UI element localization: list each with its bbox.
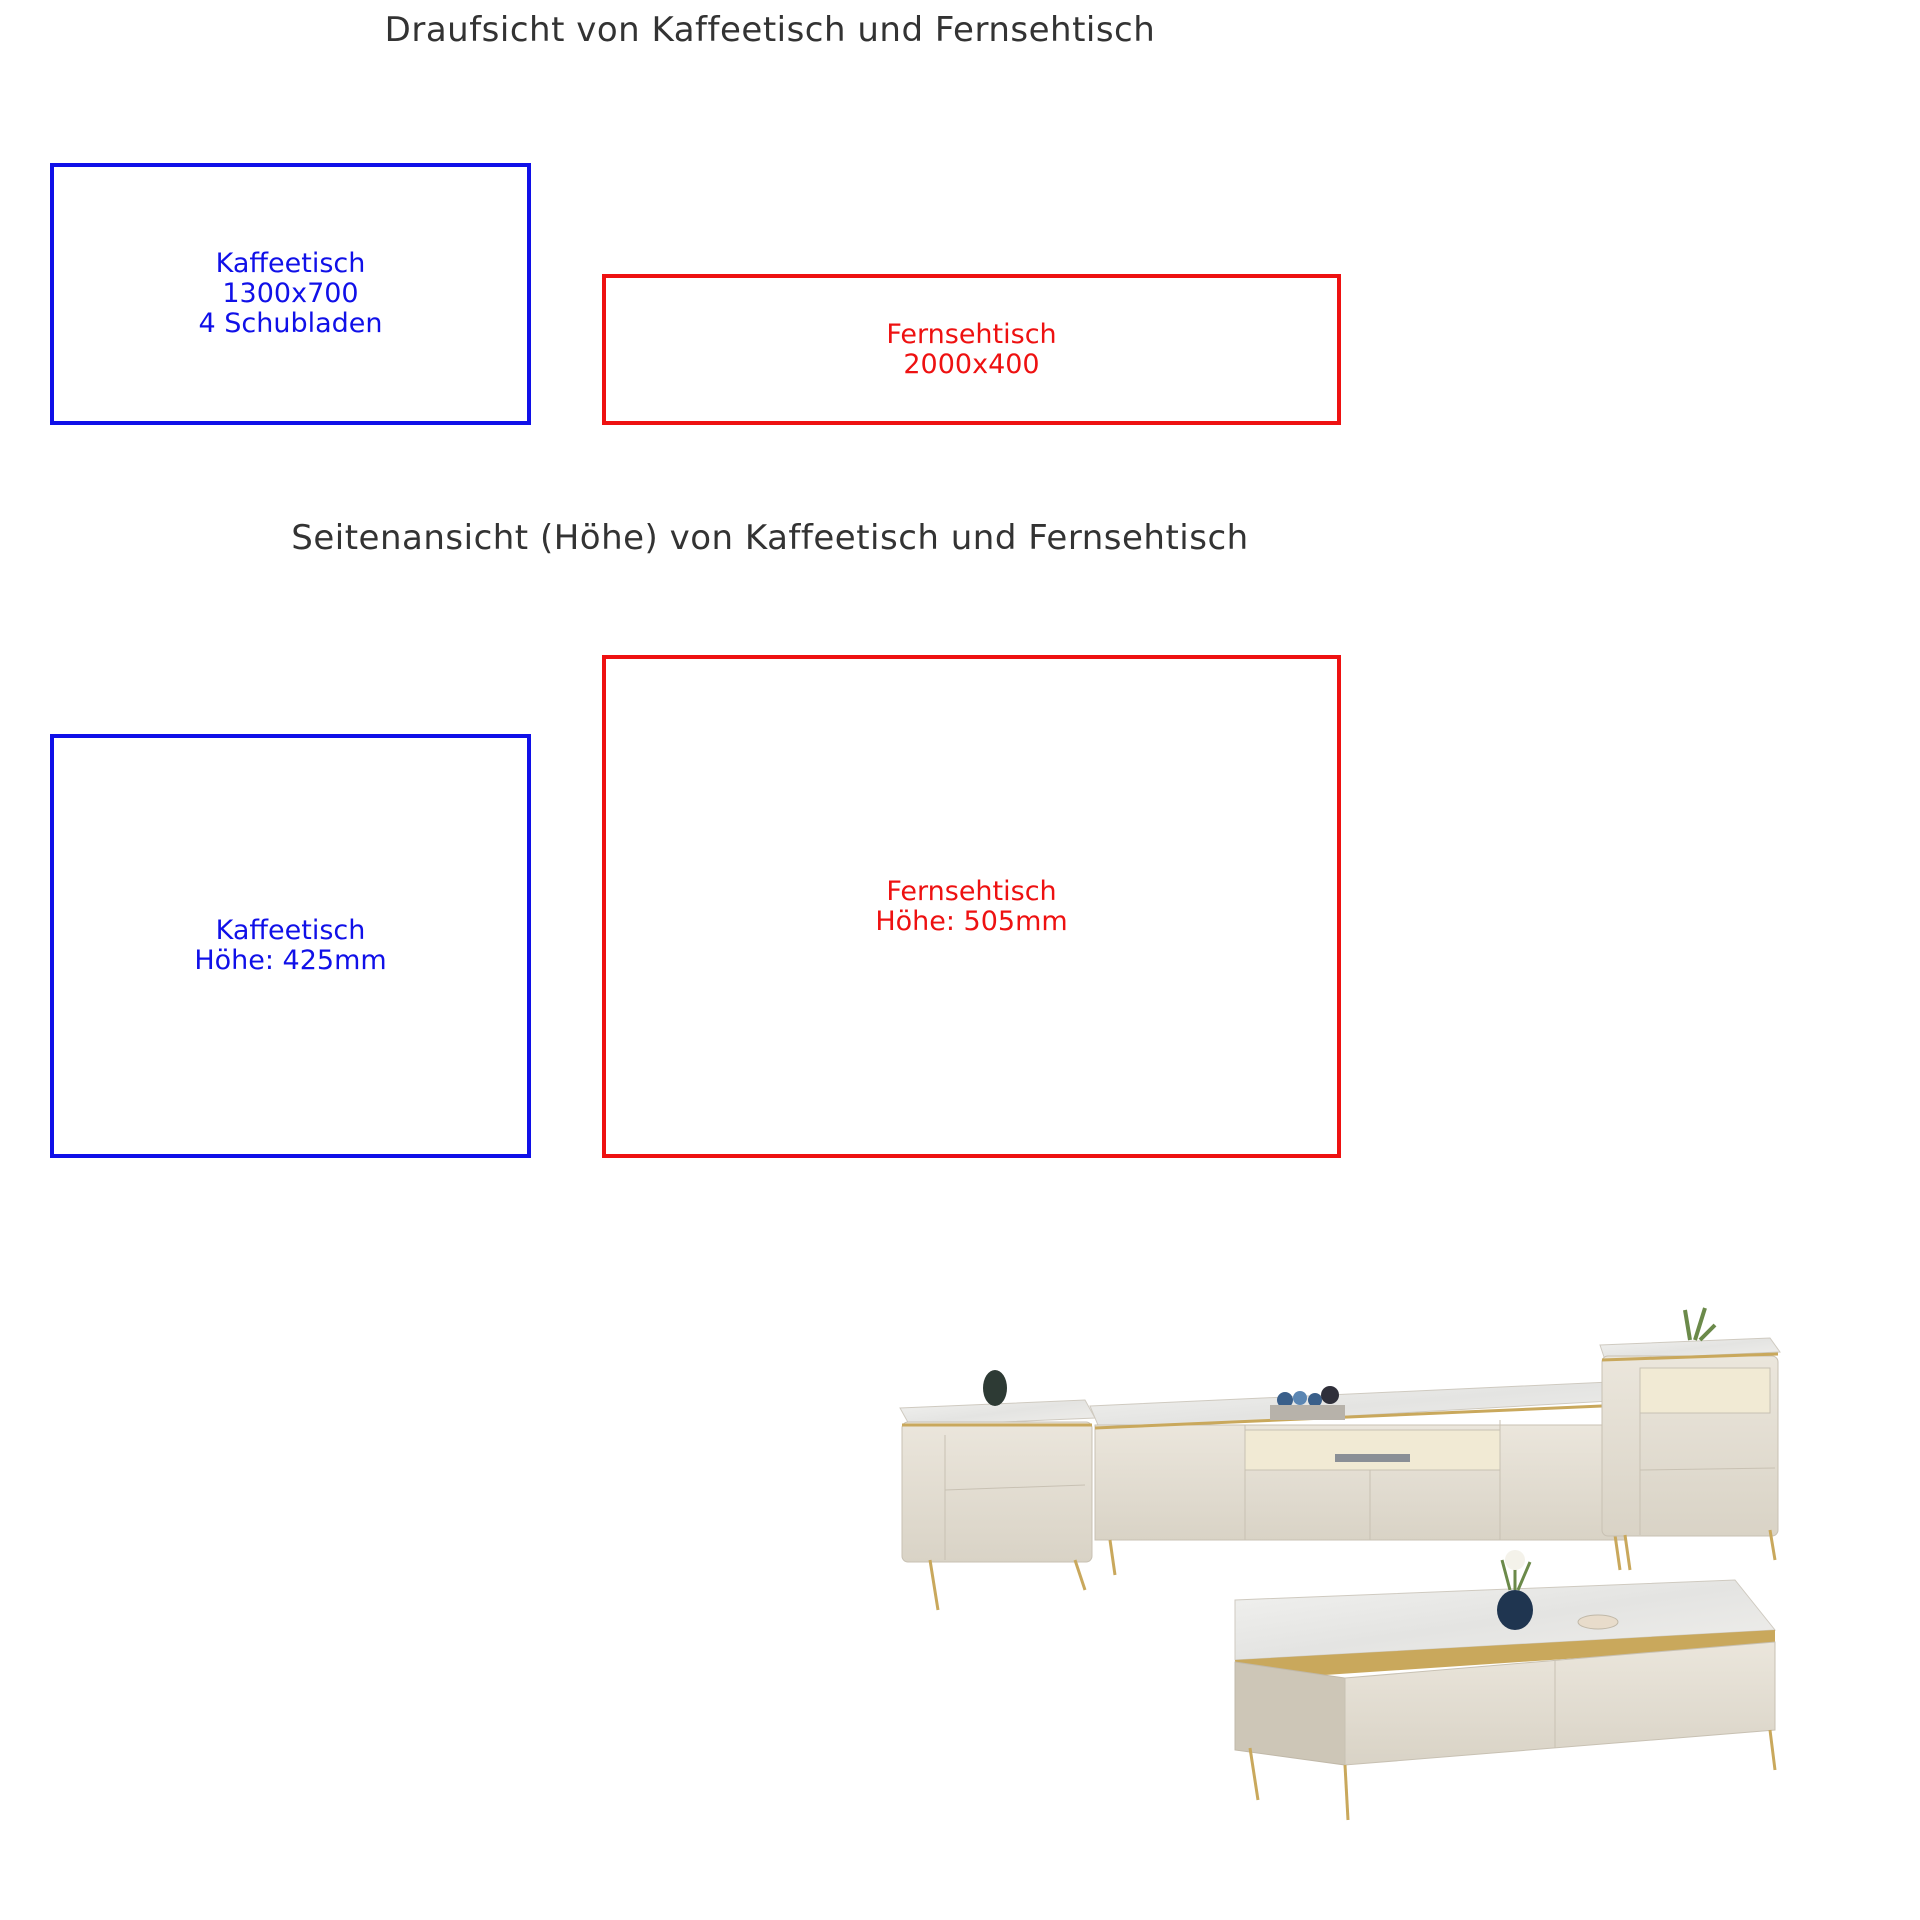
tv-table-height: Höhe: 505mm <box>875 905 1068 937</box>
coffee-table <box>1235 1550 1775 1820</box>
coffee-table-drawers: 4 Schubladen <box>198 308 383 339</box>
furniture-product-image <box>890 1230 1790 1830</box>
side-view-title: Seitenansicht (Höhe) von Kaffeetisch und Fernsehtisch <box>291 518 1249 558</box>
tv-table-label: Fernsehtisch <box>886 875 1057 907</box>
coffee-table-label: Kaffeetisch <box>215 915 366 946</box>
top-view-title: Draufsicht von Kaffeetisch und Fernsehtisch <box>384 10 1156 50</box>
side-view-coffee-table <box>50 734 531 1158</box>
side-view-tv-table <box>602 655 1341 1158</box>
coffee-table-dimensions: 1300x700 <box>222 278 359 309</box>
tv-table-dimensions: 2000x400 <box>903 348 1040 380</box>
tv-stand <box>1090 1382 1628 1575</box>
coffee-table-label: Kaffeetisch <box>215 248 366 279</box>
left-cabinet <box>900 1370 1095 1610</box>
coffee-table-height: Höhe: 425mm <box>194 945 387 976</box>
top-view-tv-table <box>602 274 1341 425</box>
right-cabinet <box>1600 1308 1780 1570</box>
top-view-coffee-table <box>50 163 531 425</box>
tv-table-label: Fernsehtisch <box>886 318 1057 350</box>
